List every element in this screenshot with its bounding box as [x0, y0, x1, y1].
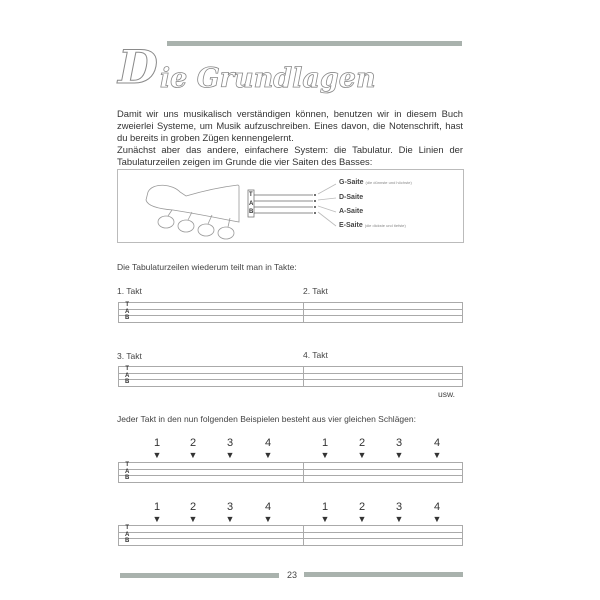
string-name: D-Saite [339, 194, 364, 201]
down-arrow-icon: ▼ [152, 514, 162, 524]
beat-marker: 1 ▼ [150, 501, 164, 524]
beat-marker: 2 ▼ [186, 501, 200, 524]
bar-line [303, 303, 304, 322]
beat-marker: 3 ▼ [392, 501, 406, 524]
down-arrow-icon: ▼ [188, 514, 198, 524]
string-label-g [339, 179, 412, 186]
down-arrow-icon: ▼ [263, 514, 273, 524]
string-label-a [339, 208, 363, 215]
string-note: (die dickste und tiefste) [364, 223, 406, 228]
page-title [118, 40, 376, 94]
beat-marker: 1 ▼ [318, 501, 332, 524]
down-arrow-icon: ▼ [357, 450, 367, 460]
measure-label-2: 2. Takt [303, 286, 328, 296]
intro-paragraph-1: Damit wir uns musikalisch verständigen können, benutzen wir in diesem Buch zweierlei Systeme, um Musik aufzuschreiben. Eines davon, die Notenschrift, hast du bereits in groben Zügen kennengelernt. [117, 108, 463, 143]
down-arrow-icon: ▼ [394, 514, 404, 524]
measure-label-3: 3. Takt [117, 351, 142, 361]
tab-staff-3 [118, 462, 463, 483]
down-arrow-icon: ▼ [263, 450, 273, 460]
string-note: (die dünnste und höchste) [365, 180, 412, 185]
tab-letter: T [249, 192, 253, 198]
string-label-d [339, 194, 363, 201]
down-arrow-icon: ▼ [357, 514, 367, 524]
tab-clef [249, 191, 253, 217]
string-label-e [339, 222, 406, 229]
intro-paragraph-2: Zunächst aber das andere, einfachere System: die Tabulatur. Die Linien der Tabulaturzeilen zeigen im Grunde die vier Saiten des Basses: [117, 144, 463, 167]
string-name: E-Saite [339, 222, 363, 229]
down-arrow-icon: ▼ [320, 514, 330, 524]
measure-label-1: 1. Takt [117, 286, 142, 296]
bar-line [303, 463, 304, 482]
intro-text [117, 108, 463, 168]
down-arrow-icon: ▼ [152, 450, 162, 460]
etc-label: usw. [438, 389, 456, 399]
beat-marker: 2 ▼ [355, 501, 369, 524]
footer-rule-right [304, 572, 463, 577]
beat-marker: 1 ▼ [150, 437, 164, 460]
tab-clef: T A B [125, 525, 130, 544]
down-arrow-icon: ▼ [225, 514, 235, 524]
tab-letter: A [249, 200, 254, 207]
bass-headstock-diagram [117, 169, 464, 243]
bar-line [303, 526, 304, 545]
down-arrow-icon: ▼ [394, 450, 404, 460]
beat-marker: 4 ▼ [261, 501, 275, 524]
tab-letter: B [249, 209, 254, 215]
tab-staff-1 [118, 302, 463, 323]
tab-clef: T A B [125, 302, 130, 321]
tab-clef: T A B [125, 462, 130, 481]
page-number: 23 [287, 570, 298, 580]
footer-rule-left [120, 573, 279, 578]
tab-staff-2 [118, 366, 463, 387]
beat-marker: 1 ▼ [318, 437, 332, 460]
beat-marker: 2 ▼ [355, 437, 369, 460]
beats-intro: Jeder Takt in den nun folgenden Beispielen besteht aus vier gleichen Schlägen: [117, 414, 416, 424]
measure-label-4: 4. Takt [303, 350, 328, 360]
bar-line [303, 367, 304, 386]
down-arrow-icon: ▼ [432, 514, 442, 524]
title-rest: ie Grundlagen [159, 63, 376, 94]
beat-marker: 3 ▼ [392, 437, 406, 460]
title-initial: D [118, 40, 158, 94]
beat-marker: 3 ▼ [223, 437, 237, 460]
down-arrow-icon: ▼ [320, 450, 330, 460]
string-name: G-Saite [339, 179, 364, 186]
measures-intro: Die Tabulaturzeilen wiederum teilt man in Takte: [117, 262, 297, 272]
beat-marker: 4 ▼ [430, 437, 444, 460]
tab-clef: T A B [125, 366, 130, 385]
beat-marker: 4 ▼ [261, 437, 275, 460]
beat-marker: 2 ▼ [186, 437, 200, 460]
down-arrow-icon: ▼ [188, 450, 198, 460]
down-arrow-icon: ▼ [225, 450, 235, 460]
beat-marker: 3 ▼ [223, 501, 237, 524]
string-name: A-Saite [339, 208, 364, 215]
tab-staff-4 [118, 525, 463, 546]
down-arrow-icon: ▼ [432, 450, 442, 460]
beat-marker: 4 ▼ [430, 501, 444, 524]
